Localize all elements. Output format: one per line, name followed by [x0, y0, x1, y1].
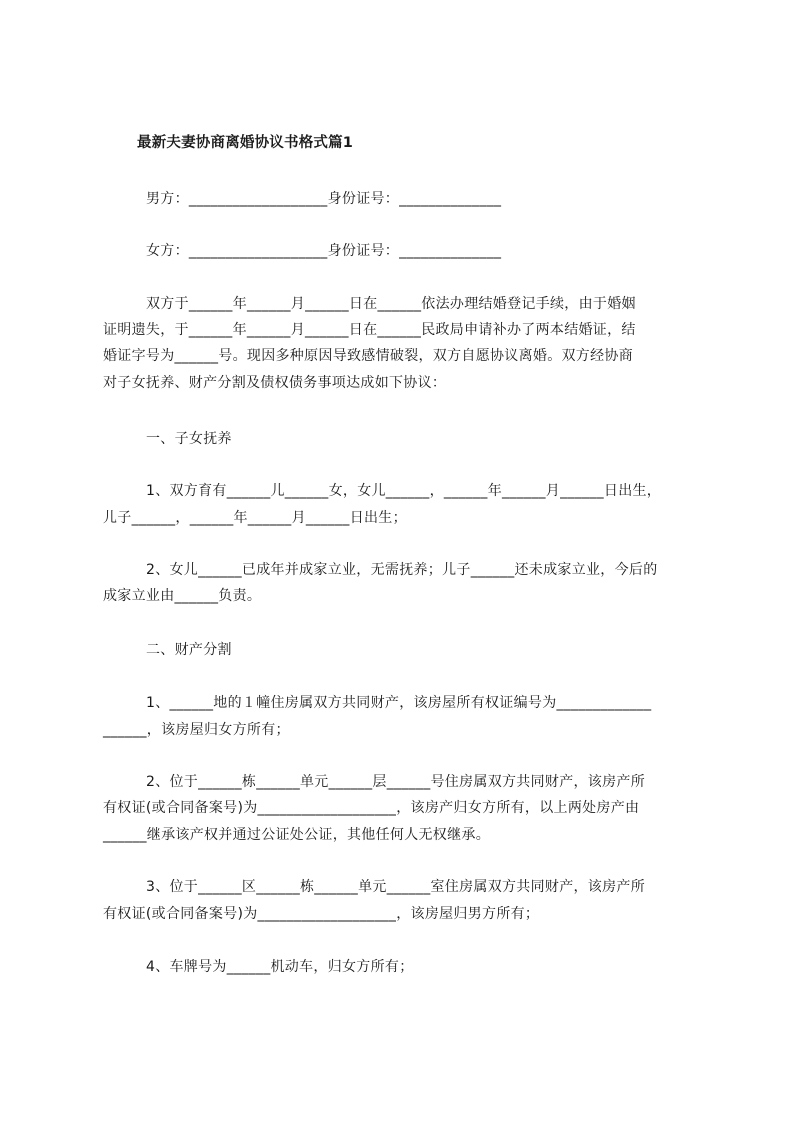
- paragraph-line: 婚证字号为______号。现因多种原因导致感情破裂，双方自愿协议离婚。双方经协商: [103, 348, 633, 364]
- paragraph-line: 对子女抚养、财产分割及债权债务事项达成如下协议：: [103, 375, 447, 391]
- paragraph-line: 2、女儿______已成年并成家立业，无需抚养；儿子______还未成家立业，今后的: [146, 562, 658, 578]
- paragraph-line: 证明遗失，于______年______月______日在______民政局申请补办了两本结婚证，结: [103, 322, 636, 338]
- paragraph-line: 成家立业由______负责。: [103, 588, 262, 604]
- paragraph-line: 3、位于______区______栋______单元______室住房属双方共同财产，该房产所: [146, 879, 646, 895]
- paragraph-line: 4、车牌号为______机动车，归女方所有；: [146, 959, 414, 975]
- paragraph-line: 有权证(或合同备案号)为___________________，该房产归女方所有，以上两处房产由: [103, 800, 640, 816]
- paragraph-line: 双方于______年______月______日在______依法办理结婚登记手续，由于婚姻: [146, 296, 636, 312]
- paragraph-line: 儿子______，______年______月______日出生；: [103, 510, 407, 526]
- paragraph-line: ______继承该产权并通过公证处公证，其他任何人无权继承。: [103, 827, 490, 843]
- paragraph-line: 2、位于______栋______单元______层______号住房属双方共同财产，该房产所: [146, 774, 646, 790]
- paragraph-line: 1、双方育有______儿______女，女儿______，______年______月______日出生，: [146, 483, 662, 499]
- female-party-line: 女方：___________________身份证号：______________: [146, 243, 502, 259]
- document-title: 最新夫妻协商离婚协议书格式篇1: [137, 135, 354, 151]
- section-heading-children: 一、子女抚养: [146, 431, 232, 447]
- male-party-line: 男方：___________________身份证号：______________: [146, 191, 502, 207]
- paragraph-line: ______，该房屋归女方所有；: [103, 722, 290, 738]
- section-heading-property: 二、财产分割: [146, 642, 232, 658]
- paragraph-line: 1、______地的１幢住房属双方共同财产，该房屋所有权证编号为_____________: [146, 695, 652, 711]
- paragraph-line: 有权证(或合同备案号)为___________________，该房屋归男方所有；: [103, 906, 540, 922]
